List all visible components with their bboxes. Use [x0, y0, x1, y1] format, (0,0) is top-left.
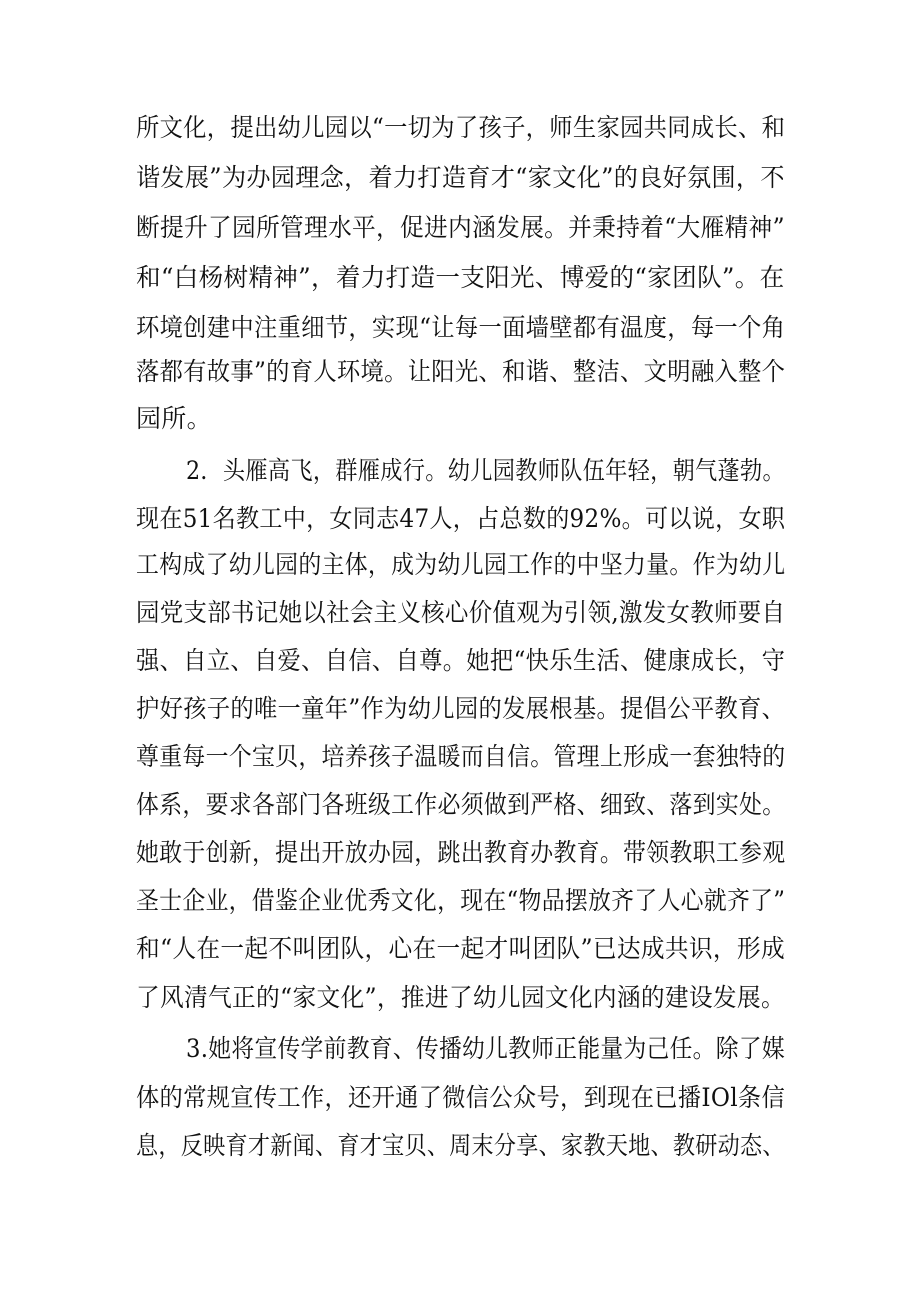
text-line: 工构成了幼儿园的主体，成为幼儿园工作的中坚力量。作为幼儿 — [136, 550, 786, 579]
text-line: 强、自立、自爱、自信、自尊。她把“快乐生活、健康成长，守 — [136, 646, 786, 675]
text-line: 尊重每一个宝贝，培养孩子温暖而自信。管理上形成一套独特的 — [136, 742, 786, 771]
text-line: 园所。 — [136, 404, 212, 433]
text-line: 环境创建中注重细节，实现“让每一面墙壁都有温度，每一个角 — [136, 313, 786, 342]
text-line: 她敢于创新，提出开放办园，跳出教育办教育。带领教职工参观 — [136, 838, 786, 867]
text-line: 体系，要求各部门各班级工作必须做到严格、细致、落到实处。 — [136, 790, 786, 819]
text-line: 体的常规宣传工作，还开通了微信公众号，到现在已播IOl条信 — [136, 1083, 786, 1112]
text-line: 圣士企业，借鉴企业优秀文化，现在“物品摆放齐了人心就齐了” — [136, 886, 786, 915]
text-line: 3.她将宣传学前教育、传播幼儿教师正能量为己任。除了媒 — [186, 1034, 785, 1063]
text-line: 护好孩子的唯一童年”作为幼儿园的发展根基。提倡公平教育、 — [136, 694, 786, 723]
text-line: 断提升了园所管理水平，促进内涵发展。并秉持着“大雁精神” — [136, 213, 785, 242]
text-line: 息，反映育才新闻、育才宝贝、周末分享、家教天地、教研动态、 — [136, 1131, 785, 1160]
text-line: 现在51名教工中，女同志47人，占总数的92%。可以说，女职 — [136, 504, 786, 533]
text-line: 园党支部书记她以社会主义核心价值观为引领,激发女教师要自 — [136, 598, 786, 627]
text-line: 落都有故事”的育人环境。让阳光、和谐、整洁、文明融入整个 — [136, 357, 786, 386]
text-line: 和“人在一起不叫团队，心在一起才叫团队”已达成共识，形成 — [136, 934, 785, 963]
text-line: 谐发展”为办园理念，着力打造育才“家文化”的良好氛围，不 — [136, 163, 785, 192]
text-line: 了风清气正的“家文化”，推进了幼儿园文化内涵的建设发展。 — [136, 983, 785, 1012]
text-line: 2．头雁高飞，群雁成行。幼儿园教师队伍年轻，朝气蓬勃。 — [186, 456, 785, 485]
text-line: 所文化，提出幼儿园以“一切为了孩子，师生家园共同成长、和 — [136, 113, 786, 142]
text-line: 和“白杨树精神”，着力打造一支阳光、博爱的“家团队”。在 — [136, 263, 785, 292]
